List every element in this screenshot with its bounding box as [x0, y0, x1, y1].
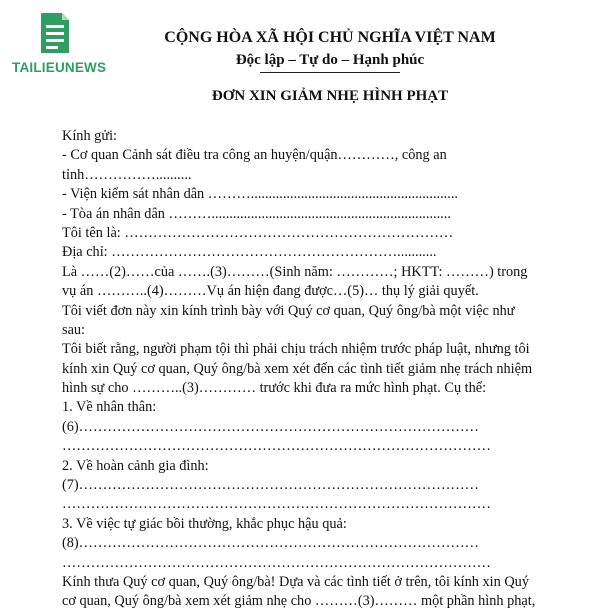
document-line: - Viện kiểm sát nhân dân ………..........................................................: [62, 186, 458, 203]
document-icon: [38, 12, 72, 54]
document-line: - Cơ quan Cảnh sát điều tra công an huyện/quận…………, công an: [62, 147, 447, 164]
document-line: Tôi tên là: ……………………………………………………………: [62, 224, 454, 241]
document-line: 2. Về hoàn cảnh gia đình:: [62, 457, 209, 474]
document-line: Kính thưa Quý cơ quan, Quý ông/bà! Dựa và các tình tiết ở trên, tôi kính xin Quý: [62, 573, 529, 590]
motto-underline: [260, 72, 400, 73]
document-line: (7)…………………………………………………………………………: [62, 477, 479, 494]
document-line: 3. Về việc tự giác bồi thường, khắc phục hậu quả:: [62, 515, 347, 532]
document-line: - Tòa án nhân dân ………...................................................................: [62, 205, 451, 222]
document-line: Tôi viết đơn này xin kính trình bày với Quý cơ quan, Quý ông/bà một việc như: [62, 302, 515, 319]
document-line: Kính gửi:: [62, 128, 118, 144]
document-line: cơ quan, Quý ông/bà xem xét giảm nhẹ cho ………(3)……… một phần hình phạt,: [62, 593, 536, 610]
document-line: hình sự cho ………..(3)………… trước khi đưa ra mức hình phạt. Cụ thể:: [62, 380, 487, 397]
document-line: Là ……(2)……của …….(3)………(Sinh năm: …………; HKTT: ………) trong: [62, 263, 528, 280]
document-line: ………………………………………………………………………………: [62, 496, 491, 513]
document-line: sau:: [62, 321, 86, 338]
document-line: ………………………………………………………………………………: [62, 438, 491, 455]
document-line: tỉnh……………..........: [62, 166, 192, 183]
document-title: ĐƠN XIN GIẢM NHẸ HÌNH PHẠT: [211, 88, 449, 104]
national-title: CỘNG HÒA XÃ HỘI CHỦ NGHĨA VIỆT NAM: [164, 29, 496, 46]
document-line: ………………………………………………………………………………: [62, 554, 491, 571]
document-line: kính xin Quý cơ quan, Quý ông/bà xem xét đến các tình tiết giảm nhẹ trách nhiệm: [62, 360, 533, 377]
document-line: vụ án ………..(4)………Vụ án hiện đang được…(5)… thụ lý giải quyết.: [62, 283, 479, 300]
document-line: Tôi biết rằng, người phạm tội thì phải chịu trách nhiệm trước pháp luật, nhưng tôi: [62, 341, 530, 358]
national-motto: Độc lập – Tự do – Hạnh phúc: [235, 52, 425, 68]
document-body: [62, 127, 540, 612]
logo-text: TAILIEUNEWS: [12, 60, 107, 75]
national-header: [130, 28, 530, 73]
document-line: (8)…………………………………………………………………………: [62, 535, 479, 552]
document-line: (6)…………………………………………………………………………: [62, 418, 479, 435]
document-line: Địa chỉ: ……………………………………………………...........: [62, 244, 437, 261]
document-line: 1. Về nhân thân:: [62, 399, 157, 416]
